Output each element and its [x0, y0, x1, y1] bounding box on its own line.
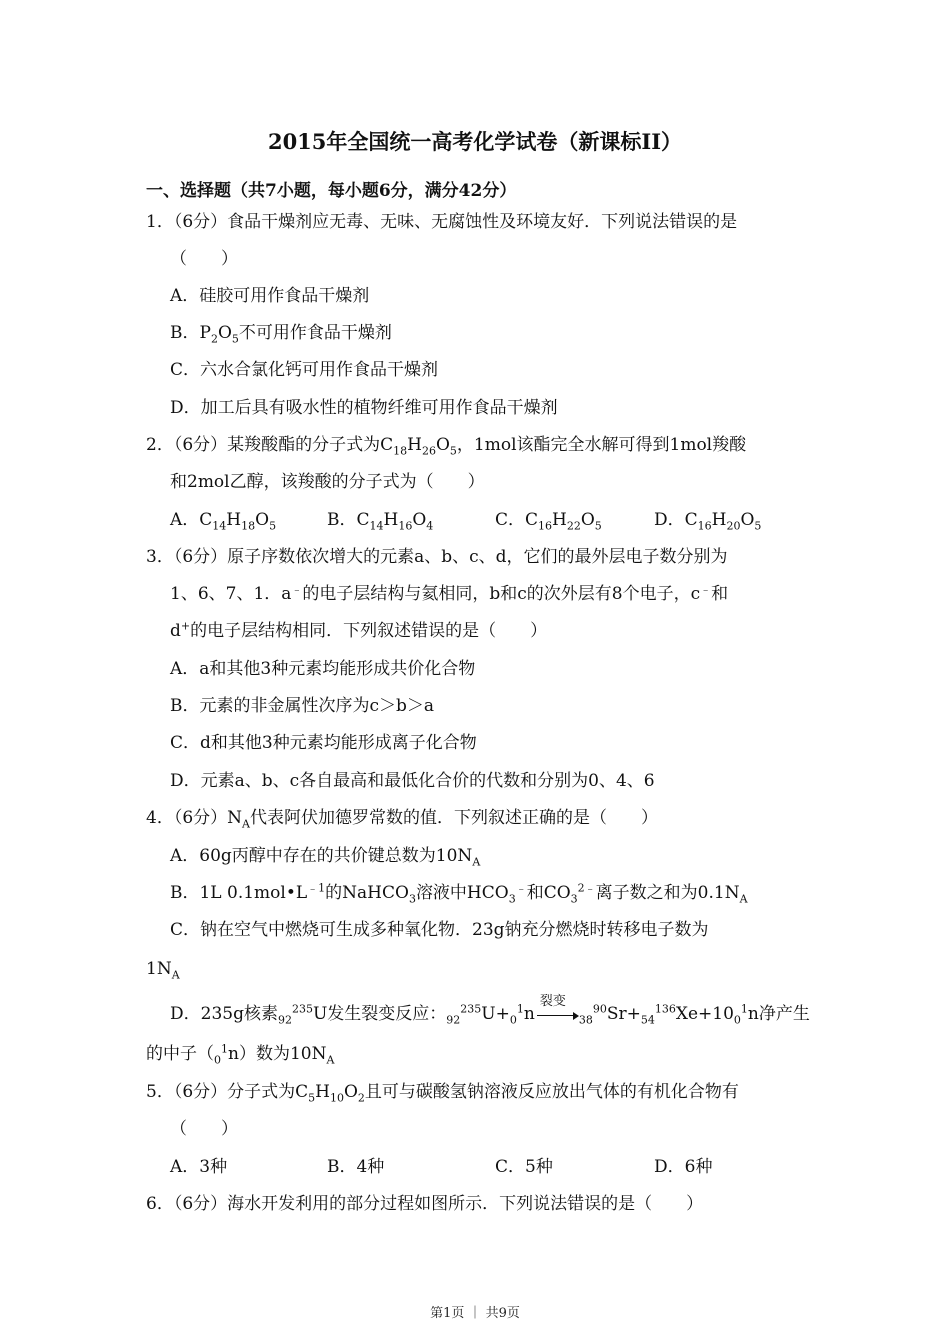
q2-option-b: B．$C_{14}H_{16}O_4$	[327, 510, 434, 533]
q3-option-c: C．d和其他3种元素均能形成离子化合物	[170, 733, 477, 753]
section-heading: 一、选择题（共7小题，每小题6分，满分42分）	[146, 181, 517, 201]
q2-option-d: D．$C_{16}H_{20}O_5$	[654, 510, 762, 533]
q3-stem-line2: 1、6、7、1．a﹣的电子层结构与氦相同，b和c的次外层有8个电子，c﹣和	[170, 582, 729, 604]
q1-option-a: A．硅胶可用作食品干燥剂	[170, 286, 370, 306]
q4-option-c-line2: $1N_A$	[146, 959, 180, 982]
q3-stem-line3: d+的电子层结构相同．下列叙述错误的是（ ）	[170, 619, 548, 641]
q4-option-d: D．235g核素$_{92}^{235}$U发生裂变反应：$_{92}^{235}U+_0^1n$ 裂变 $_{38}^{90}Sr+_{54}^{136}Xe+10_0^1n$净产生	[170, 994, 810, 1027]
q1-option-d: D．加工后具有吸水性的植物纤维可用作食品干燥剂	[170, 398, 558, 418]
q1-paren: （ ）	[170, 249, 238, 269]
q5-option-a: A．3种	[170, 1157, 228, 1177]
page-title: 2015年全国统一高考化学试卷（新课标II）	[267, 129, 683, 154]
q2-option-a: A．$C_{14}H_{18}O_5$	[170, 510, 277, 533]
page-footer: 第1页 ｜ 共9页	[430, 1306, 520, 1321]
q1-option-c: C．六水合氯化钙可用作食品干燥剂	[170, 360, 439, 380]
q4-option-a: A．60g丙醇中存在的共价键总数为$10N_A$	[170, 846, 481, 869]
q3-option-d: D．元素a、b、c各自最高和最低化合价的代数和分别为0、4、6	[170, 771, 655, 791]
q5-option-c: C．5种	[495, 1157, 553, 1177]
q2-option-c: C．$C_{16}H_{22}O_5$	[495, 510, 602, 533]
q5-paren: （ ）	[170, 1119, 238, 1139]
q1-option-b: B．$P_2O_5$不可用作食品干燥剂	[170, 323, 392, 346]
q4-stem: 4．（6分）$N_A$代表阿伏加德罗常数的值．下列叙述正确的是（ ）	[146, 808, 658, 831]
q2-stem: 2．（6分）某羧酸酯的分子式为$C_{18}H_{26}O_5$，1mol该酯完全水解可得到1mol羧酸	[146, 435, 747, 458]
q1-stem: 1．（6分）食品干燥剂应无毒、无味、无腐蚀性及环境友好．下列说法错误的是	[146, 212, 738, 232]
q4-option-b: B．1L $0.1mol•L^{﹣1}$的NaHCO$_3$溶液中$HCO_3^﹣$和$CO_3^{2﹣}$离子数之和为$0.1N_A$	[170, 881, 748, 906]
reaction-arrow-icon: 裂变	[535, 1005, 579, 1019]
q4-option-d-line2: 的中子$(_0^1n)$数为$10N_A$	[146, 1042, 335, 1067]
q3-option-a: A．a和其他3种元素均能形成共价化合物	[170, 659, 476, 679]
q5-option-b: B．4种	[327, 1157, 385, 1177]
q4-option-c: C．钠在空气中燃烧可生成多种氧化物．23g钠充分燃烧时转移电子数为	[170, 920, 709, 940]
q5-stem: 5．（6分）分子式为$C_5H_{10}O_2$且可与碳酸氢钠溶液反应放出气体的有机化合物有	[146, 1082, 739, 1105]
q3-stem: 3．（6分）原子序数依次增大的元素a、b、c、d，它们的最外层电子数分别为	[146, 547, 728, 567]
q5-option-d: D．6种	[654, 1157, 713, 1177]
q2-stem-line2: 和2mol乙醇，该羧酸的分子式为（ ）	[170, 472, 485, 492]
q6-stem: 6．（6分）海水开发利用的部分过程如图所示．下列说法错误的是（ ）	[146, 1194, 704, 1214]
q3-option-b: B．元素的非金属性次序为c＞b＞a	[170, 696, 435, 716]
